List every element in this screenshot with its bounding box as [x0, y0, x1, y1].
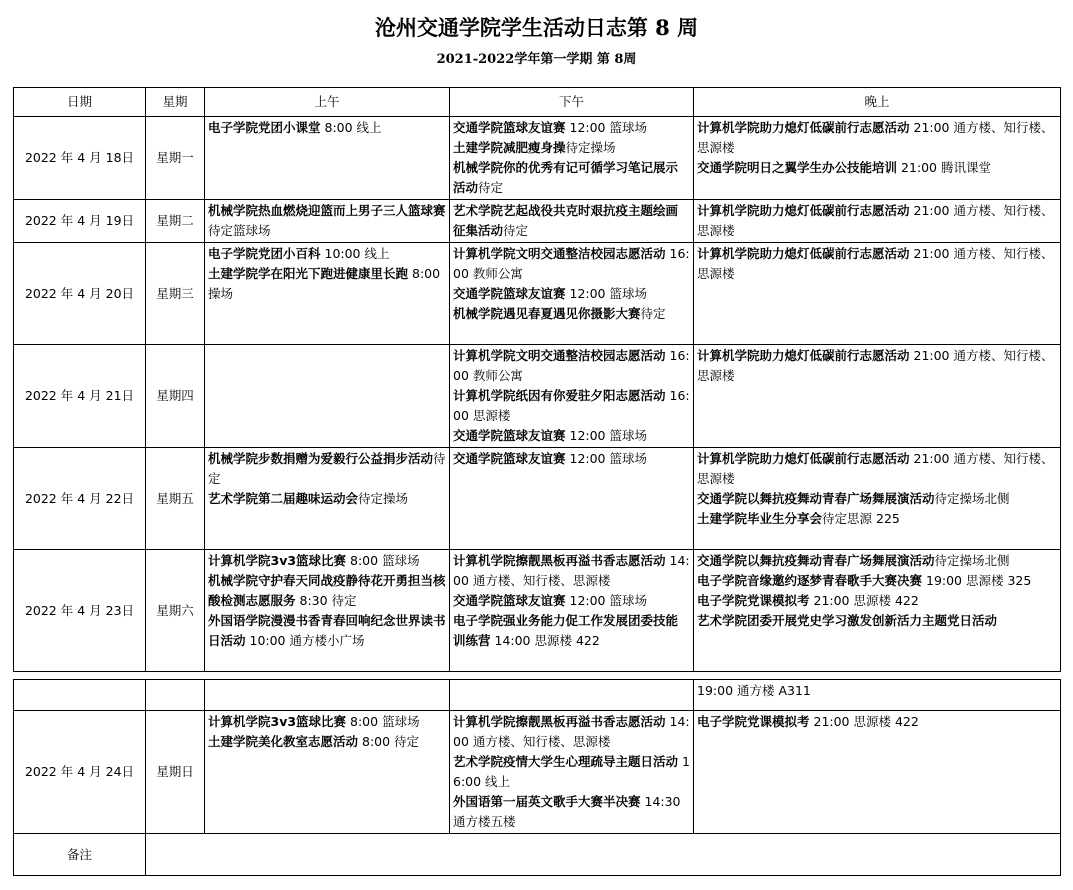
event-detail: 16:00 教师公寓 — [453, 348, 690, 383]
pm-cell — [450, 448, 694, 550]
event-detail: 10:00 线上 — [320, 246, 390, 261]
weekday-cell: 星期五 — [146, 448, 205, 550]
event-title: 计算机学院纸因有你爱驻夕阳志愿活动 — [453, 388, 666, 403]
table-row — [14, 711, 1061, 834]
event-entry — [453, 712, 690, 752]
event-title: 计算机学院擦靓黑板再溢书香志愿活动 — [453, 714, 666, 729]
event-title: 交通学院篮球友谊赛 — [453, 120, 566, 135]
event-title: 交通学院篮球友谊赛 — [453, 428, 566, 443]
event-entry — [453, 426, 690, 446]
table-row — [14, 200, 1061, 243]
date-cell: 2022 年 4 月 19日 — [14, 200, 146, 243]
event-entry — [453, 138, 690, 158]
event-detail: 14:30 通方楼五楼 — [453, 794, 681, 829]
event-detail: 8:00 篮球场 — [346, 553, 420, 568]
pm-cell — [450, 711, 694, 834]
event-title: 计算机学院3v3篮球比赛 — [208, 714, 347, 729]
event-title: 计算机学院助力熄灯低碳前行志愿活动 — [697, 348, 910, 363]
continuation-date-cell — [14, 680, 146, 711]
event-title: 土建学院毕业生分享会 — [697, 511, 823, 526]
page-subtitle: 2021-2022学年第一学期 第 8周 — [436, 52, 637, 67]
event-title: 交通学院以舞抗疫舞动青春广场舞展演活动 — [697, 553, 935, 568]
table-row — [14, 345, 1061, 448]
event-title: 机械学院步数捐赠为爱毅行公益捐步活动 — [208, 451, 434, 466]
am-cell — [205, 200, 450, 243]
event-detail: 8:00 线上 — [320, 120, 382, 135]
event-detail: 12:00 篮球场 — [565, 593, 647, 608]
event-entry — [208, 449, 446, 489]
event-detail: 待定操场 — [565, 140, 616, 155]
event-entry — [697, 712, 1057, 732]
event-detail: 21:00 通方楼、知行楼、思源楼 — [697, 120, 1054, 155]
event-detail: 21:00 通方楼、知行楼、思源楼 — [697, 451, 1054, 486]
am-cell — [205, 448, 450, 550]
remarks-label: 备注 — [14, 834, 146, 876]
event-entry — [208, 611, 446, 651]
event-title: 土建学院学在阳光下跑进健康里长跑 — [208, 266, 409, 281]
weekday-cell: 星期四 — [146, 345, 205, 448]
event-title: 计算机学院助力熄灯低碳前行志愿活动 — [697, 120, 910, 135]
event-title: 艺术学院第二届趣味运动会 — [208, 491, 359, 506]
remarks-cell — [146, 834, 1061, 876]
event-entry — [208, 489, 446, 509]
event-entry — [208, 732, 446, 752]
event-title: 土建学院减肥瘦身操 — [453, 140, 566, 155]
date-cell: 2022 年 4 月 18日 — [14, 117, 146, 200]
event-entry — [697, 201, 1057, 241]
event-title: 土建学院美化教室志愿活动 — [208, 734, 359, 749]
event-entry — [697, 551, 1057, 571]
event-detail: 16:00 线上 — [453, 754, 690, 789]
event-title: 计算机学院擦靓黑板再溢书香志愿活动 — [453, 553, 666, 568]
event-detail: 14:00 思源楼 422 — [490, 633, 600, 648]
table-row — [14, 117, 1061, 200]
header-morning: 上午 — [205, 88, 450, 117]
event-title: 计算机学院文明交通整洁校园志愿活动 — [453, 246, 666, 261]
date-cell: 2022 年 4 月 24日 — [14, 711, 146, 834]
event-title: 艺术学院团委开展党史学习激发创新活力主题党日活动 — [697, 613, 998, 628]
eve-cell — [694, 345, 1061, 448]
event-detail: 12:00 篮球场 — [565, 120, 647, 135]
event-detail: 待定 — [208, 451, 446, 486]
header-afternoon: 下午 — [450, 88, 694, 117]
eve-cell — [694, 550, 1061, 672]
event-title: 计算机学院助力熄灯低碳前行志愿活动 — [697, 246, 910, 261]
event-detail: 待定 — [503, 223, 529, 238]
event-entry — [453, 449, 690, 469]
table-row — [14, 243, 1061, 345]
event-title: 机械学院遇见春夏遇见你摄影大赛 — [453, 306, 641, 321]
activity-log-table — [13, 87, 1061, 672]
event-entry — [208, 244, 446, 264]
weekday-cell: 星期一 — [146, 117, 205, 200]
eve-cell — [694, 711, 1061, 834]
event-detail: 16:00 教师公寓 — [453, 246, 690, 281]
event-title: 电子学院强业务能力促工作发展团委技能训练营 — [453, 613, 679, 648]
event-title: 机械学院你的优秀有记可循学习笔记展示活动 — [453, 160, 679, 195]
event-title: 计算机学院助力熄灯低碳前行志愿活动 — [697, 203, 910, 218]
event-detail: 21:00 通方楼、知行楼、思源楼 — [697, 246, 1054, 281]
event-detail: 21:00 通方楼、知行楼、思源楼 — [697, 203, 1054, 238]
event-detail: 21:00 通方楼、知行楼、思源楼 — [697, 348, 1054, 383]
event-detail: 12:00 篮球场 — [565, 451, 647, 466]
header-row — [14, 88, 1061, 117]
continuation-weekday-cell — [146, 680, 205, 711]
event-detail: 待定篮球场 — [208, 223, 271, 238]
event-detail: 8:00 操场 — [208, 266, 441, 301]
eve-cell — [694, 117, 1061, 200]
eve-cell — [694, 243, 1061, 345]
event-entry — [697, 346, 1057, 386]
event-entry — [697, 449, 1057, 489]
event-entry — [453, 386, 690, 426]
table-row — [14, 448, 1061, 550]
event-detail: 14:00 通方楼、知行楼、思源楼 — [453, 553, 690, 588]
event-entry — [697, 158, 1057, 178]
event-entry — [453, 611, 690, 651]
event-detail: 12:00 篮球场 — [565, 286, 647, 301]
am-cell — [205, 345, 450, 448]
event-detail: 8:00 篮球场 — [346, 714, 420, 729]
am-cell — [205, 711, 450, 834]
event-entry — [208, 571, 446, 611]
event-detail: 16:00 思源楼 — [453, 388, 690, 423]
event-entry — [453, 752, 690, 792]
event-detail: 19:00 思源楼 325 — [922, 573, 1032, 588]
event-title: 机械学院守护春天同战疫静待花开勇担当核酸检测志愿服务 — [208, 573, 446, 608]
event-entry — [453, 551, 690, 591]
am-cell — [205, 550, 450, 672]
event-entry — [697, 118, 1057, 158]
header-weekday: 星期 — [146, 88, 205, 117]
event-detail: 待定 — [478, 180, 504, 195]
weekday-cell: 星期六 — [146, 550, 205, 672]
event-detail: 待定操场 — [358, 491, 409, 506]
event-detail: 14:00 通方楼、知行楼、思源楼 — [453, 714, 690, 749]
date-cell: 2022 年 4 月 23日 — [14, 550, 146, 672]
pm-cell — [450, 243, 694, 345]
event-entry — [453, 284, 690, 304]
event-title: 电子学院党课模拟考 — [697, 714, 810, 729]
event-entry — [208, 118, 446, 138]
event-title: 电子学院党团小课堂 — [208, 120, 321, 135]
event-title: 计算机学院文明交通整洁校园志愿活动 — [453, 348, 666, 363]
event-title: 计算机学院助力熄灯低碳前行志愿活动 — [697, 451, 910, 466]
event-detail: 21:00 思源楼 422 — [809, 714, 919, 729]
event-entry — [208, 264, 446, 304]
event-detail: 21:00 腾讯课堂 — [897, 160, 991, 175]
continuation-am-cell — [205, 680, 450, 711]
event-title: 交通学院明日之翼学生办公技能培训 — [697, 160, 898, 175]
event-entry — [697, 611, 1057, 631]
event-detail: 8:00 待定 — [358, 734, 420, 749]
eve-cell — [694, 448, 1061, 550]
event-title: 交通学院以舞抗疫舞动青春广场舞展演活动 — [697, 491, 935, 506]
event-title: 交通学院篮球友谊赛 — [453, 593, 566, 608]
event-entry — [453, 591, 690, 611]
event-entry — [453, 158, 690, 198]
date-cell: 2022 年 4 月 21日 — [14, 345, 146, 448]
continuation-pm-cell — [450, 680, 694, 711]
remarks-row — [14, 834, 1061, 876]
event-detail: 待定 — [640, 306, 666, 321]
event-title: 交通学院篮球友谊赛 — [453, 286, 566, 301]
event-entry — [208, 712, 446, 732]
event-title: 电子学院音缘邀约逐梦青春歌手大赛决赛 — [697, 573, 923, 588]
continuation-text: 19:00 通方楼 A311 — [697, 683, 811, 698]
event-title: 外国语学院漫漫书香青春回响纪念世界读书日活动 — [208, 613, 446, 648]
table-row — [14, 550, 1061, 672]
event-title: 机械学院热血燃烧迎篮而上男子三人篮球赛 — [208, 203, 446, 218]
am-cell — [205, 243, 450, 345]
event-detail: 10:00 通方楼小广场 — [245, 633, 365, 648]
event-detail: 待定操场北侧 — [934, 553, 1010, 568]
event-detail: 12:00 篮球场 — [565, 428, 647, 443]
event-entry — [453, 201, 690, 241]
pm-cell — [450, 550, 694, 672]
weekday-cell: 星期二 — [146, 200, 205, 243]
activity-log-table-continued — [13, 679, 1061, 876]
event-entry — [453, 346, 690, 386]
pm-cell — [450, 200, 694, 243]
am-cell — [205, 117, 450, 200]
header-evening: 晚上 — [694, 88, 1061, 117]
event-detail: 待定思源 225 — [822, 511, 900, 526]
event-entry — [453, 118, 690, 138]
event-entry — [697, 489, 1057, 509]
event-title: 电子学院党课模拟考 — [697, 593, 810, 608]
event-title: 电子学院党团小百科 — [208, 246, 321, 261]
page-title: 沧州交通学院学生活动日志第 8 周 — [374, 15, 699, 40]
event-title: 交通学院篮球友谊赛 — [453, 451, 566, 466]
event-title: 艺术学院艺起战役共克时艰抗疫主题绘画征集活动 — [453, 203, 679, 238]
continuation-eve-cell — [694, 680, 1061, 711]
event-entry — [697, 591, 1057, 611]
date-cell: 2022 年 4 月 22日 — [14, 448, 146, 550]
pm-cell — [450, 345, 694, 448]
event-entry — [453, 244, 690, 284]
eve-cell — [694, 200, 1061, 243]
header-date: 日期 — [14, 88, 146, 117]
event-detail: 8:30 待定 — [295, 593, 357, 608]
pm-cell — [450, 117, 694, 200]
event-entry — [697, 244, 1057, 284]
event-title: 外国语第一届英文歌手大赛半决赛 — [453, 794, 641, 809]
event-entry — [208, 201, 446, 241]
event-entry — [453, 792, 690, 832]
event-entry — [208, 551, 446, 571]
event-title: 计算机学院3v3篮球比赛 — [208, 553, 347, 568]
weekday-cell: 星期日 — [146, 711, 205, 834]
date-cell: 2022 年 4 月 20日 — [14, 243, 146, 345]
weekday-cell: 星期三 — [146, 243, 205, 345]
event-title: 艺术学院疫情大学生心理疏导主题日活动 — [453, 754, 679, 769]
event-detail: 待定操场北侧 — [934, 491, 1010, 506]
event-detail: 21:00 思源楼 422 — [809, 593, 919, 608]
continuation-row — [14, 680, 1061, 711]
event-entry — [697, 571, 1057, 591]
event-entry — [453, 304, 690, 324]
event-entry — [697, 509, 1057, 529]
